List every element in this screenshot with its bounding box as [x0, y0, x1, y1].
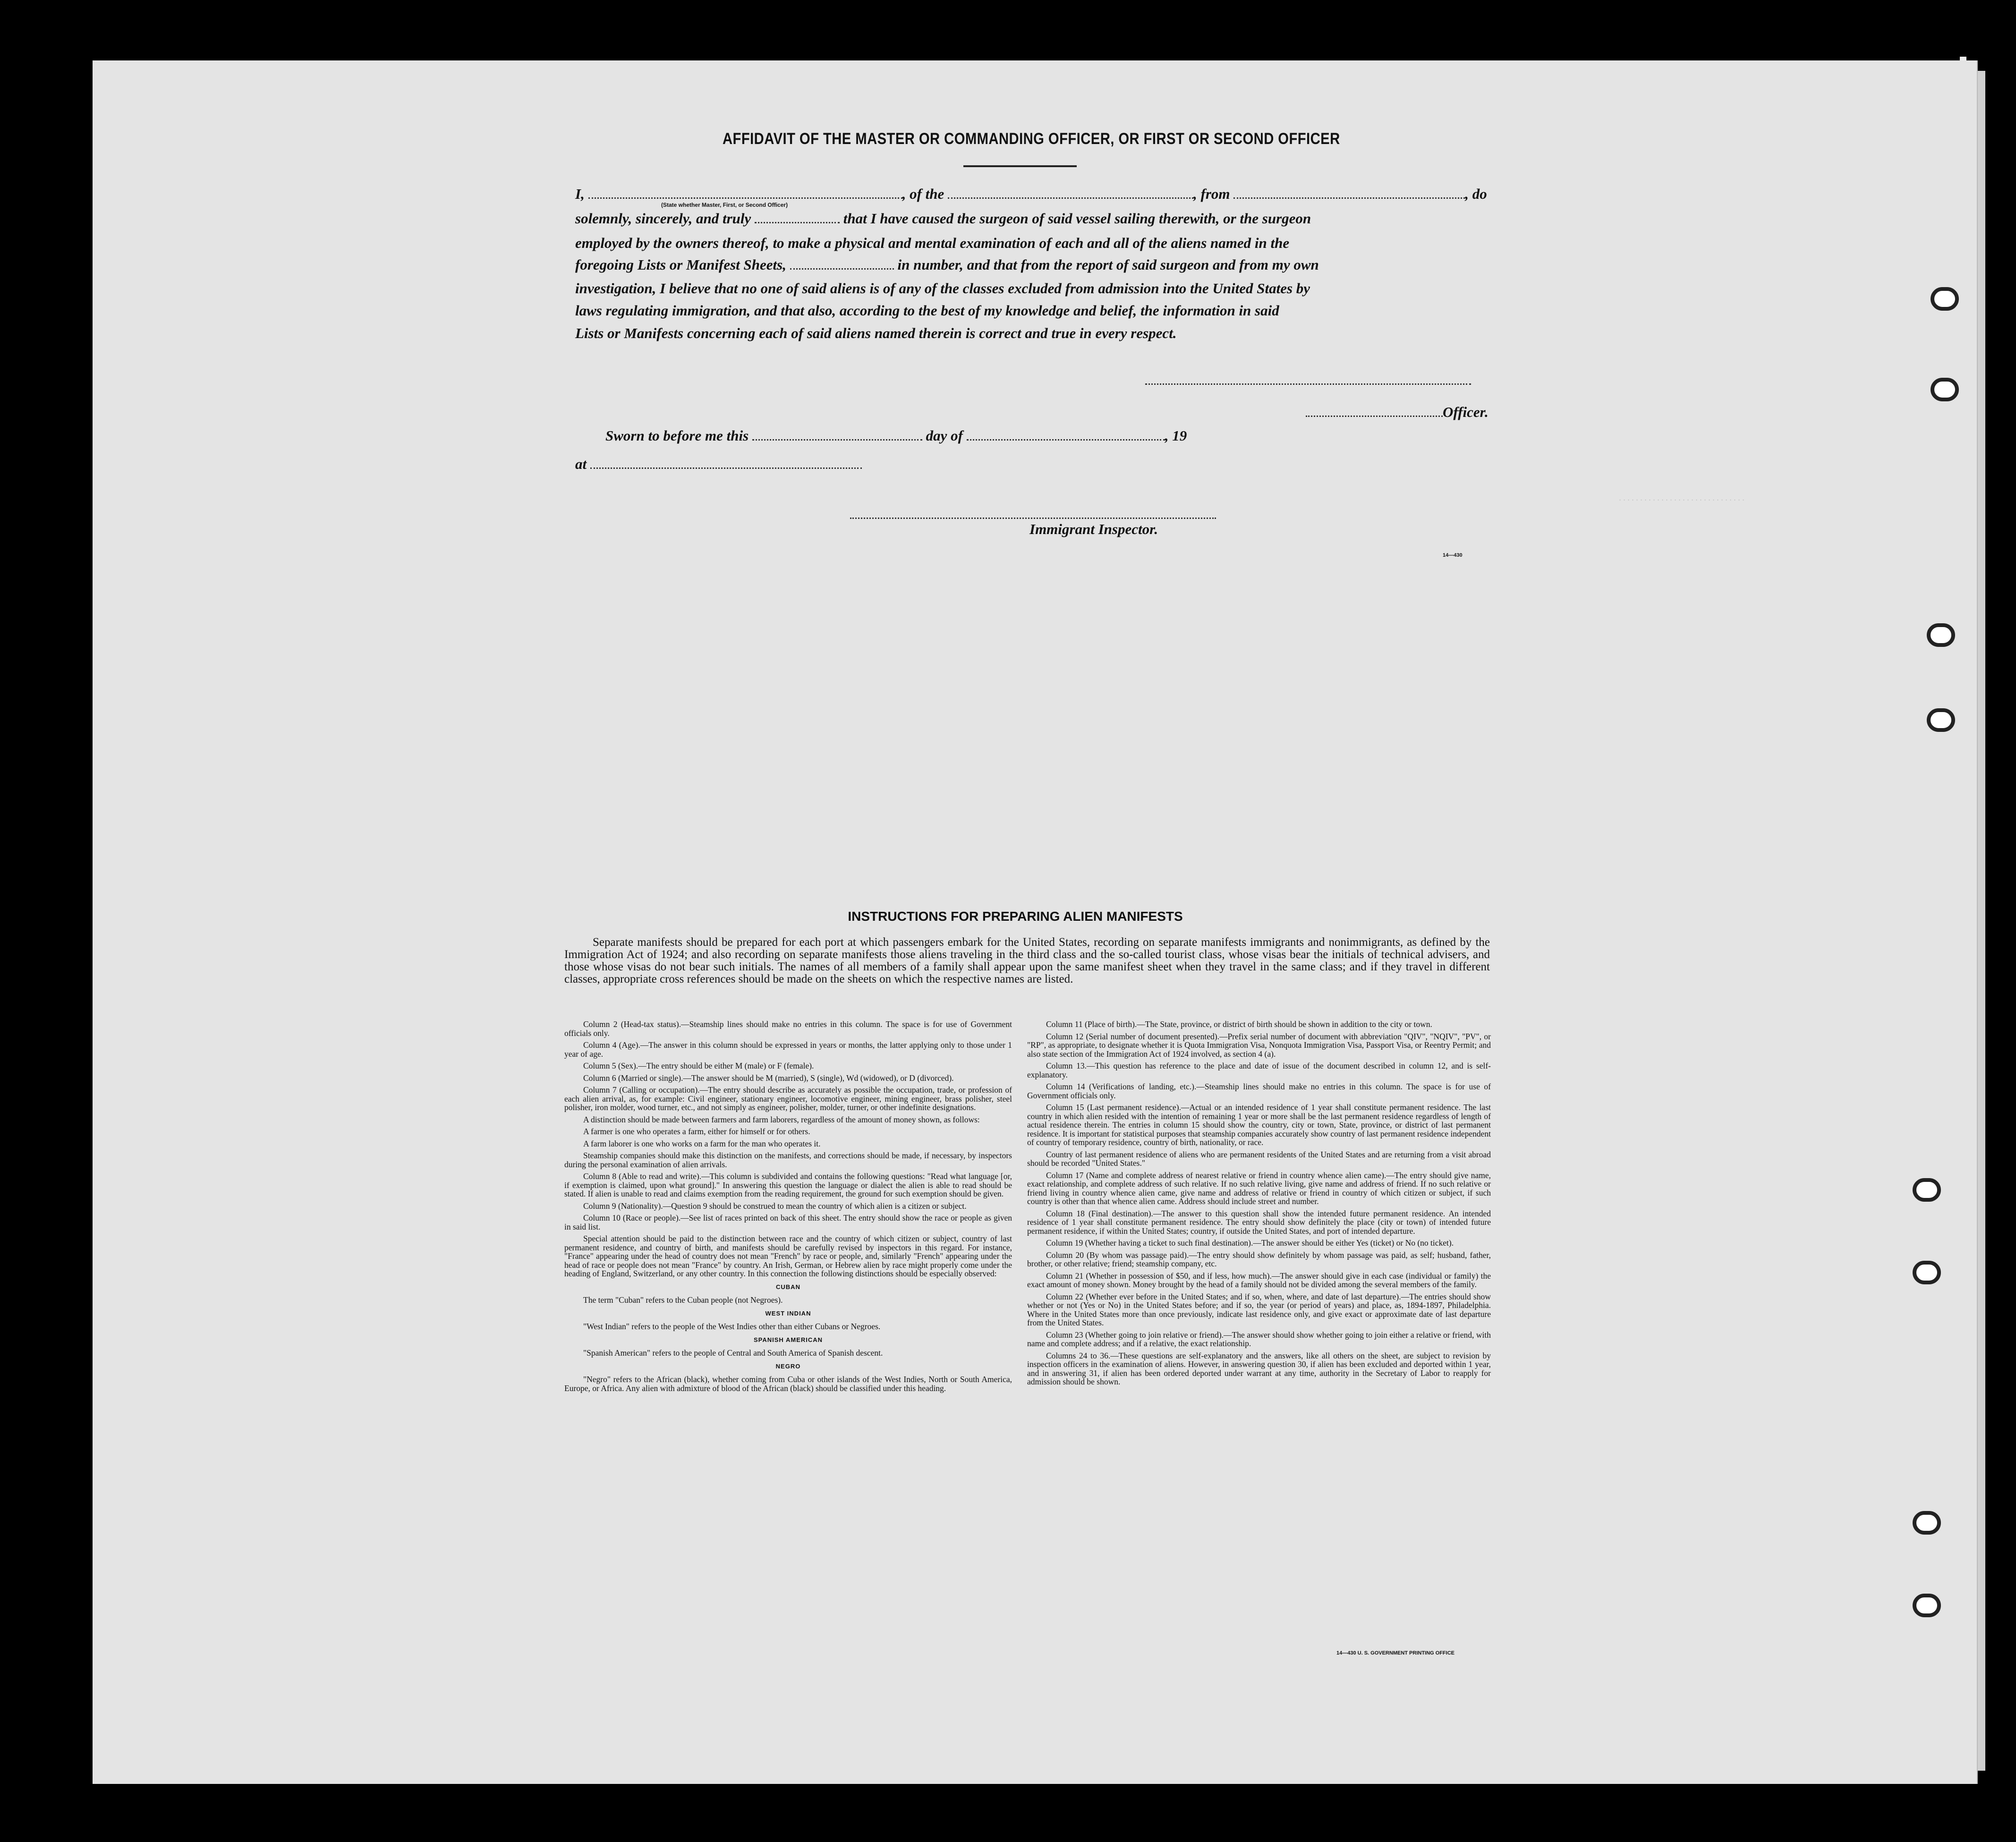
instruction-paragraph: Column 6 (Married or single).—The answer should be M (married), S (single), Wd (widowed), or D (divorced).	[583, 1073, 954, 1083]
page-edge	[1977, 71, 1985, 1771]
affidavit-text: in number, and that from the report of said surgeon and from my own	[897, 256, 1319, 273]
cuban-definition: The term "Cuban" refers to the Cuban people (not Negroes).	[583, 1295, 783, 1305]
affidavit-line-2	[575, 210, 1311, 227]
instruction-paragraph: Column 12 (Serial number of document presented).—Prefix serial number of document with abbreviation "QIV", "NQIV", "PV", or "RP", as appropriate, to designate whether it is Quota Immigration Visa, Nonquota Immigration Visa, Passport Visa, or Reentry Permit; and also state section of the Immigration Act of 1924 involved, as section 4 (a).	[1027, 1031, 1491, 1059]
inspector-label: Immigrant Inspector.	[1029, 521, 1158, 537]
spanish-american-definition: "Spanish American" refers to the people of Central and South America of Spanish descent.	[583, 1348, 883, 1358]
bleed-through: ..............................	[1618, 495, 1746, 503]
affidavit-text: that I have caused the surgeon of said vessel sailing therewith, or the surgeon	[843, 210, 1311, 227]
inspector-signature-line[interactable]	[850, 518, 1216, 519]
binder-hole	[1927, 623, 1955, 647]
instruction-paragraph: Column 7 (Calling or occupation).—The entry should describe as accurately as possible the occupation, trade, or profession of each alien arrival, as, for example: Civil engineer, stationary engineer, locomotive engineer, mining engineer, brass polisher, steel polisher, iron molder, wood turner, etc., and not simply as engineer, polisher, molder, turner, or other indefinite designations.	[564, 1085, 1012, 1112]
affidavit-line-4	[575, 256, 1319, 273]
sheet-count-blank[interactable]	[790, 259, 894, 270]
binder-hole	[1927, 708, 1955, 732]
officer-signature-line[interactable]	[1145, 383, 1471, 385]
binder-hole	[1931, 378, 1959, 401]
cuban-heading: CUBAN	[776, 1283, 800, 1290]
affidavit-line-6: laws regulating immigration, and that also, according to the best of my knowledge and belief, the information in said	[575, 302, 1279, 319]
affidavit-text: foregoing Lists or Manifest Sheets,	[575, 256, 786, 273]
instruction-paragraph: Column 20 (By whom was passage paid).—The entry should show definitely by whom passage was paid, as self; husband, father, brother, or other relative; friend; steamship company, etc.	[1027, 1250, 1491, 1268]
instruction-paragraph: A farm laborer is one who works on a farm for the man who operates it.	[583, 1138, 821, 1148]
officer-rank-blank[interactable]	[588, 188, 902, 199]
sworn-place-line	[575, 456, 862, 473]
instruction-paragraph: Column 19 (Whether having a ticket to such final destination).—The answer should be either Yes (ticket) or No (no ticket).	[1046, 1238, 1454, 1248]
vessel-name-blank[interactable]	[948, 188, 1193, 199]
sworn-place-blank[interactable]	[590, 458, 862, 469]
sworn-day-blank[interactable]	[752, 430, 922, 441]
binder-hole	[1913, 1178, 1941, 1202]
form-number: 14—430	[1443, 552, 1463, 558]
printing-office-footer: 14—430 U. S. GOVERNMENT PRINTING OFFICE	[1336, 1650, 1455, 1656]
officer-signature	[1306, 404, 1489, 421]
instructions-right-column	[1027, 1020, 1491, 1390]
instruction-paragraph: Column 22 (Whether ever before in the United States; and if so, when, where, and date of last departure).—The entries should show whether or not (Yes or No) in the United States before; and if so, the year (or period of years) and place, as, 1894-1897, Philadelphia. Where in the United States more than once previously, indicate last residence only, and give exact or approximate date of last departure from the United States.	[1027, 1291, 1491, 1327]
instruction-paragraph: Column 4 (Age).—The answer in this column should be expressed in years or months, the latter applying only to those under 1 year of age.	[564, 1040, 1012, 1059]
instruction-paragraph: Column 11 (Place of birth).—The State, province, or district of birth should be shown in addition to the city or town.	[1046, 1019, 1432, 1029]
instruction-paragraph: Columns 24 to 36.—These questions are self-explanatory and the answers, like all others on the sheet, are subject to revision by inspection officers in the examination of aliens. However, in answering question 30, if alien has been excluded and deported within 1 year, and in answering 31, if alien has been ordered deported under warrant at any time, authority in the Secretary of Labor to reapply for admission should be shown.	[1027, 1350, 1491, 1386]
instruction-paragraph: Column 21 (Whether in possession of $50, and if less, how much).—The answer should give in each case (individual or family) the exact amount of money shown. Money brought by the head of a family should not be divided among the several members of the family.	[1027, 1271, 1491, 1289]
instructions-left-column	[564, 1020, 1012, 1396]
affidavit-text: , of the	[902, 186, 944, 202]
affidavit-line-3: employed by the owners thereof, to make a physical and mental examination of each and all of the aliens named in the	[575, 235, 1290, 251]
instruction-paragraph: Column 9 (Nationality).—Question 9 should be construed to mean the country of which alien is a citizen or subject.	[583, 1201, 967, 1211]
binder-hole	[1913, 1511, 1941, 1535]
instruction-paragraph: Column 5 (Sex).—The entry should be either M (male) or F (female).	[583, 1061, 814, 1070]
instruction-paragraph: Column 18 (Final destination).—The answer to this question shall show the intended future permanent residence. An intended residence of 1 year shall constitute permanent residence. The entry should show definitely the place (city or town) of intended future permanent residence, if within the United States; country, if outside the United States, and port of intended departure.	[1027, 1208, 1491, 1236]
officer-title-blank[interactable]	[1306, 406, 1443, 417]
negro-heading: NEGRO	[775, 1362, 801, 1370]
officer-label: Officer.	[1443, 404, 1489, 420]
instruction-paragraph: Steamship companies should make this distinction on the manifests, and corrections should be made, if necessary, by inspectors during the personal examination of alien arrivals.	[564, 1151, 1012, 1169]
affidavit-text: solemnly, sincerely, and truly	[575, 210, 751, 227]
sworn-line	[605, 427, 1187, 444]
sworn-text: Sworn to before me this	[605, 427, 749, 444]
instruction-paragraph: Column 2 (Head-tax status).—Steamship lines should make no entries in this column. The space is for use of Government officials only.	[564, 1019, 1012, 1038]
instruction-paragraph: A farmer is one who operates a farm, either for himself or for others.	[583, 1127, 810, 1136]
west-indian-definition: "West Indian" refers to the people of the West Indies other than either Cubans or Negroes.	[583, 1322, 881, 1331]
instruction-paragraph: Column 17 (Name and complete address of nearest relative or friend in country whence alien came).—The entry should give name, exact relationship, and complete address of such relative. If no such relative living, give name and address of friend. If no such relative or friend living in country whence alien came, give name and address of relative or friend in country of which citizen or subject, if such country is other than that whence alien came. Address should include street and number.	[1027, 1170, 1491, 1206]
oath-blank[interactable]	[755, 212, 840, 223]
spanish-american-heading: SPANISH AMERICAN	[753, 1336, 823, 1343]
at-label: at	[575, 456, 587, 472]
sworn-month-blank[interactable]	[967, 430, 1165, 441]
west-indian-heading: WEST INDIAN	[765, 1309, 811, 1317]
instruction-paragraph: Column 8 (Able to read and write).—This column is subdivided and contains the following questions: "Read what language [or, if exemption is claimed, upon what ground]." In answering this question the language or dialect the alien is able to read should be stated. If alien is unable to read and claims exemption from the reading requirement, the ground for such exemption should be given.	[564, 1171, 1012, 1198]
instructions-intro: Separate manifests should be prepared for each port at which passengers embark for the United States, recording on separate manifests immigrants and nonimmigrants, as defined by the Immigration Act of 1924; and also recording on separate manifests those aliens traveling in the third class and the so-called tourist class, whose visas bear the initials of technical advisers, and those whose visas do not bear such initials. The names of all members of a family shall appear upon the same manifest sheet when they travel in the same class; and if they travel in different classes, appropriate cross references should be made on the sheets on which the respective names are listed.	[564, 936, 1490, 985]
affidavit-line-5: investigation, I believe that no one of said aliens is of any of the classes excluded from admission into the United States by	[575, 280, 1310, 297]
instruction-paragraph: Column 14 (Verifications of landing, etc.).—Steamship lines should make no entries in this column. The space is for use of Government officials only.	[1027, 1082, 1491, 1100]
binder-hole	[1913, 1261, 1941, 1284]
instruction-paragraph: Column 13.—This question has reference to the place and date of issue of the document described in column 12, and is self-explanatory.	[1027, 1061, 1491, 1079]
sworn-text: , 19	[1165, 427, 1187, 444]
negro-definition: "Negro" refers to the African (black), whether coming from Cuba or other islands of the West Indies, North or South America, Europe, or Africa. Any alien with admixture of blood of the African (black) should be classified under this heading.	[564, 1375, 1012, 1393]
instruction-paragraph: A distinction should be made between farmers and farm laborers, regardless of the amount of money shown, as follows:	[583, 1114, 980, 1124]
affidavit-text: I,	[575, 186, 585, 202]
instruction-paragraph: Country of last permanent residence of aliens who are permanent residents of the United States and are returning from a visit abroad should be recorded "United States."	[1027, 1149, 1491, 1168]
affidavit-text: , from	[1193, 186, 1230, 202]
officer-rank-note: (State whether Master, First, or Second Officer)	[661, 202, 788, 208]
binder-hole	[1931, 287, 1959, 311]
instruction-paragraph: Column 15 (Last permanent residence).—Actual or an intended residence of 1 year shall constitute permanent residence. The last country in which alien resided with the intention of remaining 1 year or more shall be the last permanent residence regardless of length of actual residence therein. The entries in column 15 should show the country, city or town, State, province, or district of last permanent residence. It is important for statistical purposes that steamship companies accurately show country of last permanent residence independent of country of temporary residence, country of birth, nationality, or race.	[1027, 1103, 1491, 1147]
instruction-paragraph: Special attention should be paid to the distinction between race and the country of which citizen or subject, country of last permanent residence, and country of birth, and manifests should be carefully revised by inspectors in this regard. For instance, "France" appearing under the head of country does not mean "French" by race or people, and, similarly "French" appearing under the head of race or people does not mean "France" by country. An Irish, German, or Hebrew alien by race might properly come under the heading of England, Switzerland, or any other country. In this connection the following distinctions should be especially observed:	[564, 1234, 1012, 1278]
instructions-title: INSTRUCTIONS FOR PREPARING ALIEN MANIFESTS	[848, 909, 1183, 924]
affidavit-title: AFFIDAVIT OF THE MASTER OR COMMANDING OFFICER, OR FIRST OR SECOND OFFICER	[723, 130, 1340, 148]
affidavit-line-1	[575, 186, 1487, 203]
port-from-blank[interactable]	[1233, 188, 1465, 199]
instruction-paragraph: Column 23 (Whether going to join relative or friend).—The answer should show whether going to join either a relative or friend, with name and complete address; and if a relative, the exact relationship.	[1027, 1330, 1491, 1348]
affidavit-line-7: Lists or Manifests concerning each of said aliens named therein is correct and true in every respect.	[575, 325, 1177, 341]
sworn-text: day of	[926, 427, 963, 444]
instruction-paragraph: Column 10 (Race or people).—See list of races printed on back of this sheet. The entry should show the race or people as given in said list.	[564, 1213, 1012, 1231]
binder-hole	[1913, 1594, 1941, 1617]
affidavit-text: , do	[1465, 186, 1487, 202]
title-rule	[963, 165, 1077, 167]
